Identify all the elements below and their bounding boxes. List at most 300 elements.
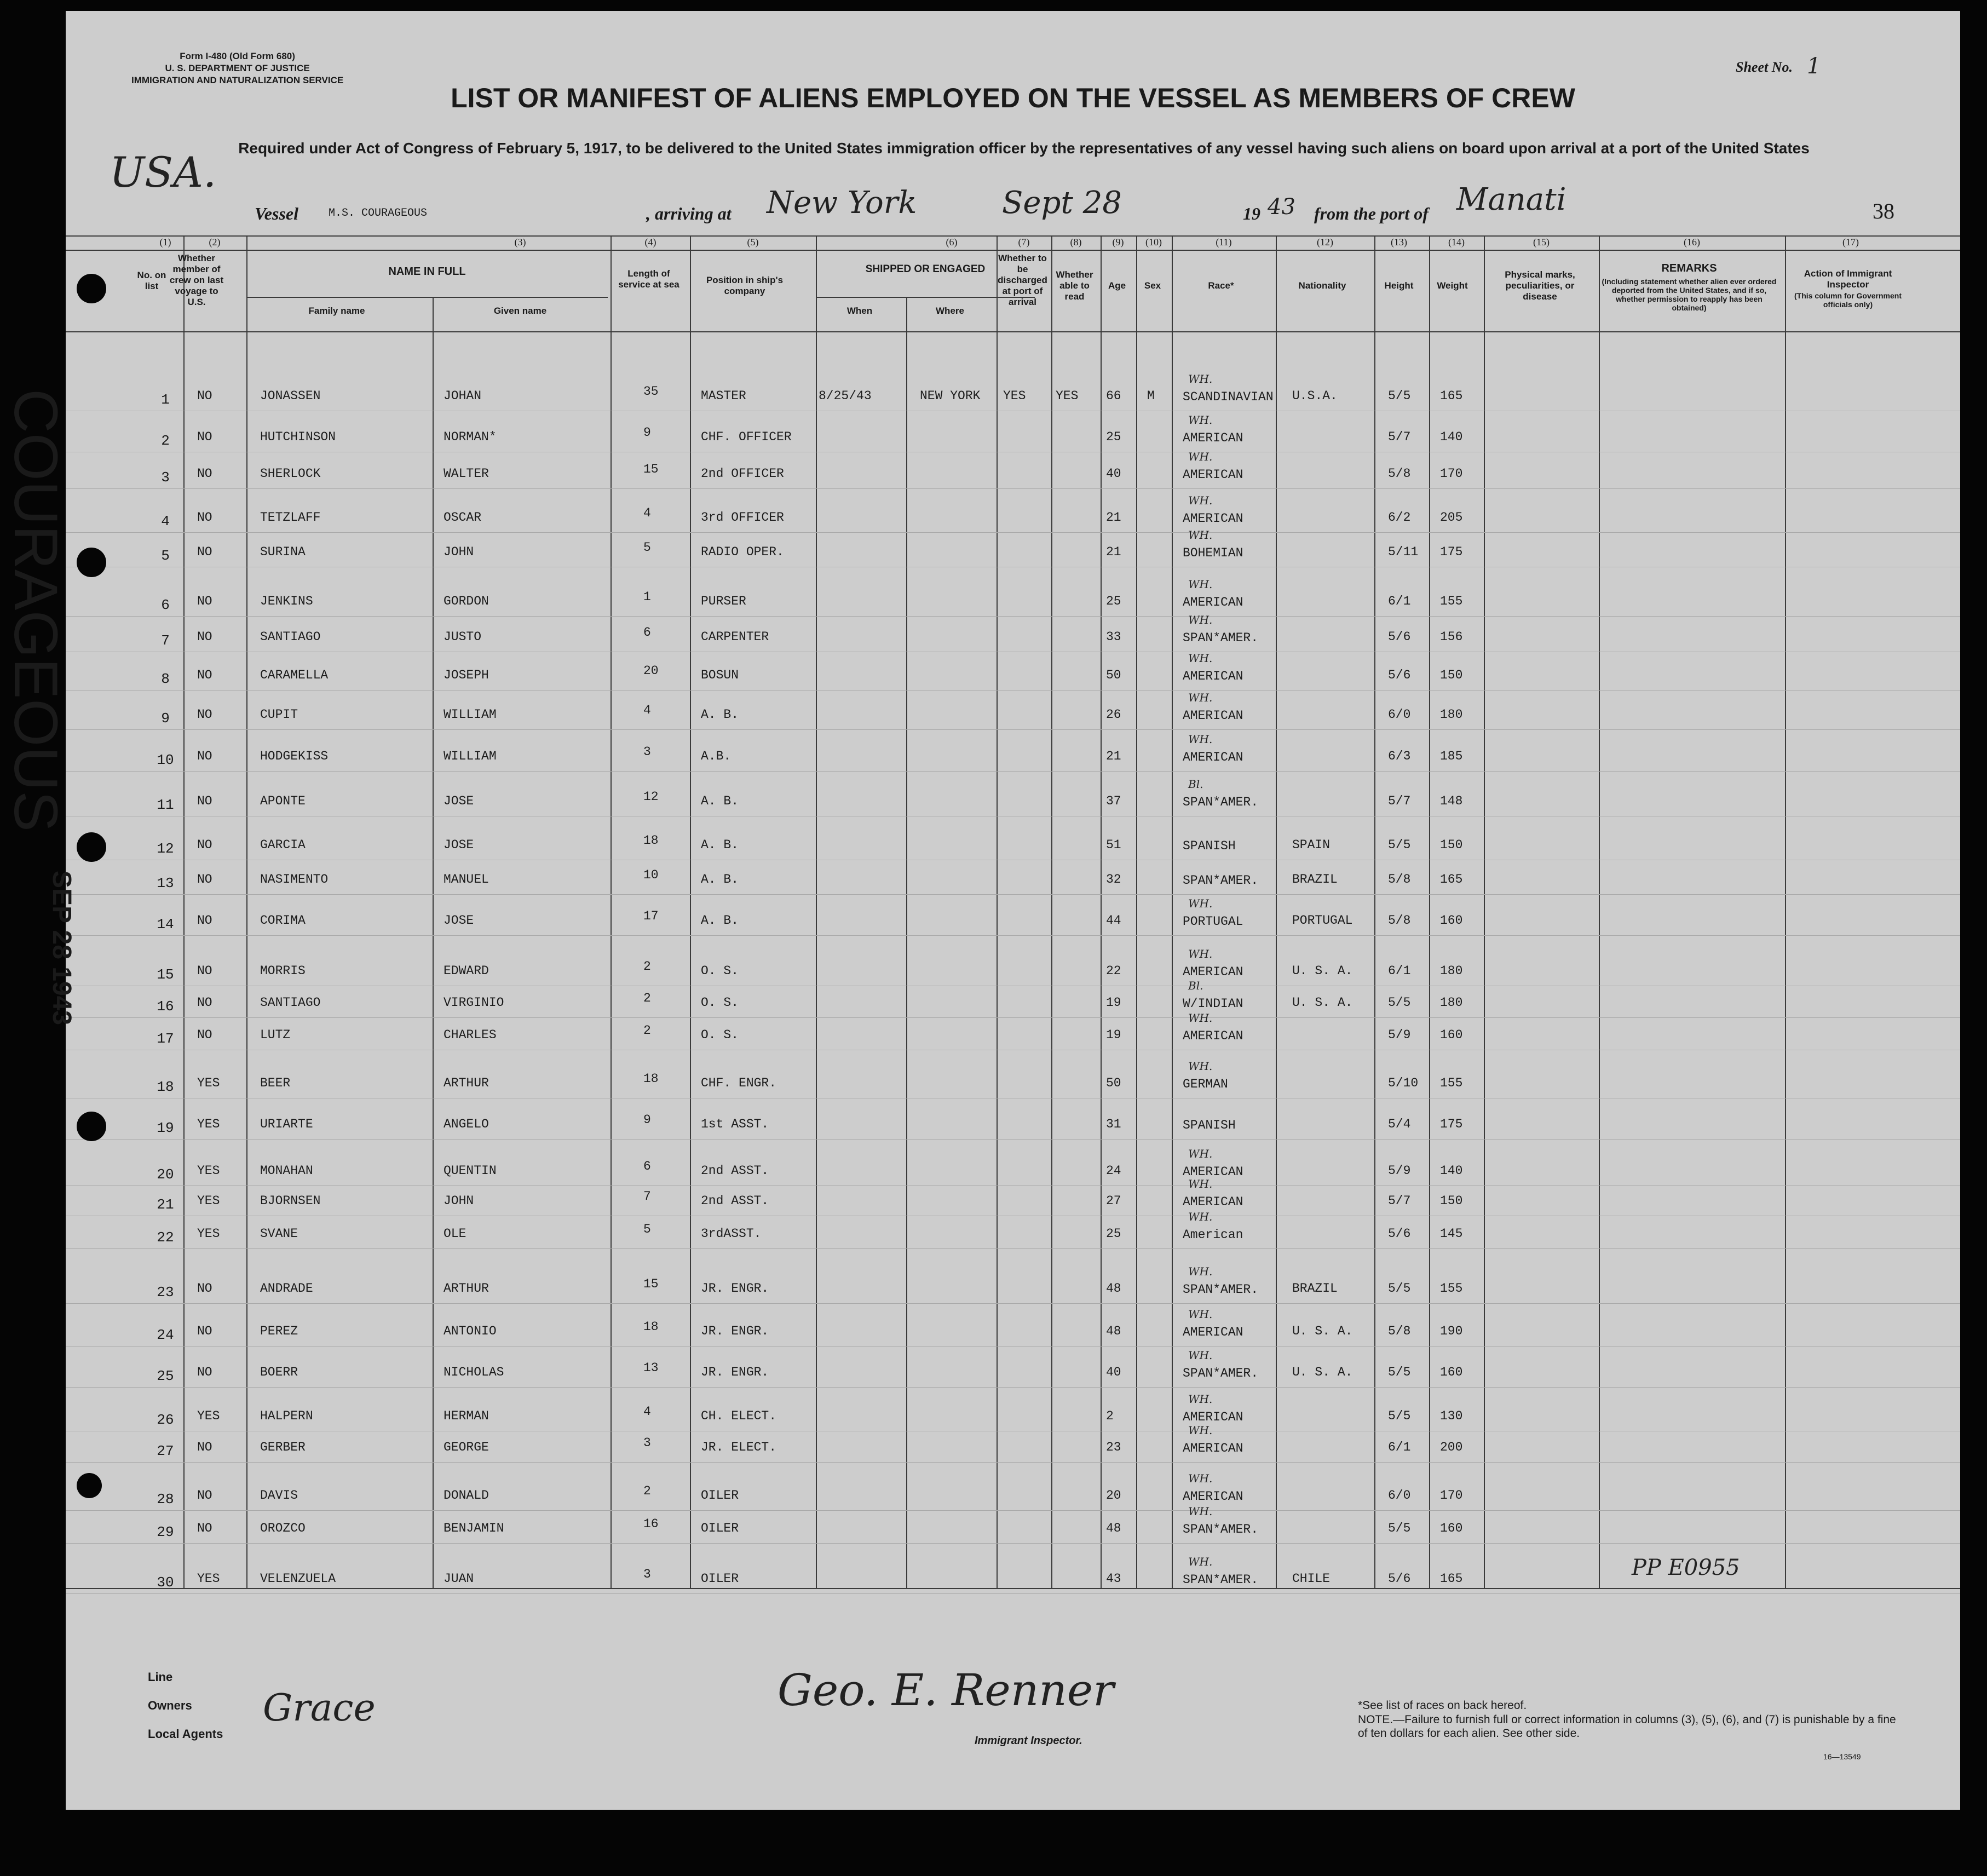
row-divider	[66, 1303, 1960, 1304]
cell-race-annotation: WH.	[1188, 1308, 1213, 1321]
cell-given-name: GEORGE	[444, 1440, 489, 1454]
cell-family-name: TETZLAFF	[260, 510, 321, 525]
col-header-height: Height	[1384, 280, 1414, 291]
row-number: 18	[157, 1079, 174, 1095]
col-header-discharge: Whether to be discharged at port of arrival	[998, 253, 1047, 307]
cell-family-name: BOERR	[260, 1365, 298, 1379]
cell-race-annotation: Bl.	[1188, 979, 1203, 992]
cell-read: YES	[1056, 389, 1079, 403]
inspector-signature: Geo. E. Renner	[777, 1665, 1114, 1716]
cell-weight: 180	[1440, 964, 1463, 978]
cell-race: W/INDIAN	[1183, 997, 1243, 1011]
cell-weight: 130	[1440, 1409, 1463, 1423]
cell-race: AMERICAN	[1183, 1029, 1243, 1043]
col-header-given-name: Given name	[493, 306, 547, 316]
column-rule	[1172, 235, 1173, 1588]
row-number: 15	[157, 966, 174, 983]
cell-weight: 190	[1440, 1324, 1463, 1338]
cell-given-name: BENJAMIN	[444, 1521, 504, 1535]
cell-family-name: JENKINS	[260, 594, 313, 608]
cell-age: 37	[1106, 794, 1121, 808]
cell-family-name: URIARTE	[260, 1117, 313, 1131]
column-rule	[246, 235, 247, 1588]
cell-family-name: LUTZ	[260, 1028, 291, 1042]
cell-age: 44	[1106, 913, 1121, 928]
header-top-rule	[66, 250, 1960, 251]
cell-weight: 160	[1440, 1521, 1463, 1535]
year-prefix: 19	[1243, 204, 1260, 223]
cell-height: 5/8	[1388, 467, 1411, 481]
cell-nationality: U. S. A.	[1292, 1365, 1353, 1379]
cell-age: 50	[1106, 1076, 1121, 1090]
row-number: 30	[157, 1574, 174, 1591]
cell-last-voyage: NO	[197, 964, 212, 978]
cell-where: NEW YORK	[920, 389, 981, 403]
cell-weight: 150	[1440, 838, 1463, 852]
cell-height: 5/6	[1388, 668, 1411, 682]
cell-weight: 156	[1440, 630, 1463, 644]
cell-service: 15	[643, 462, 659, 476]
footer-owners-label: Owners	[148, 1699, 192, 1712]
cell-service: 3	[643, 745, 651, 759]
cell-given-name: NICHOLAS	[444, 1365, 504, 1379]
cell-service: 35	[643, 384, 659, 399]
cell-given-name: ANTONIO	[444, 1324, 497, 1338]
cell-last-voyage: YES	[197, 1164, 220, 1178]
cell-last-voyage: YES	[197, 1409, 220, 1423]
cell-position: JR. ENGR.	[701, 1365, 769, 1379]
cell-weight: 170	[1440, 1488, 1463, 1503]
cell-race-annotation: WH.	[1188, 1210, 1213, 1223]
cell-last-voyage: NO	[197, 1488, 212, 1503]
cell-height: 5/6	[1388, 1572, 1411, 1586]
row-number: 1	[161, 392, 170, 408]
cell-race: SPAN*AMER.	[1183, 1282, 1259, 1297]
cell-last-voyage: NO	[197, 1028, 212, 1042]
column-rule	[1101, 235, 1102, 1588]
col-header-service: Length of service at sea	[618, 268, 679, 290]
cell-family-name: SVANE	[260, 1227, 298, 1241]
cell-race-annotation: WH.	[1188, 1349, 1213, 1362]
cell-given-name: WALTER	[444, 467, 489, 481]
column-rule	[816, 235, 817, 1588]
cell-position: 3rdASST.	[701, 1227, 762, 1241]
column-rule	[1785, 235, 1786, 1588]
row-divider	[66, 894, 1960, 895]
cell-family-name: CORIMA	[260, 913, 306, 928]
cell-position: JR. ENGR.	[701, 1281, 769, 1296]
cell-weight: 145	[1440, 1227, 1463, 1241]
cell-weight: 150	[1440, 1194, 1463, 1208]
cell-race: GERMAN	[1183, 1077, 1228, 1091]
col-header-shipped: SHIPPED OR ENGAGED	[865, 263, 986, 275]
page-number: 38	[1873, 199, 1894, 223]
cell-age: 48	[1106, 1324, 1121, 1338]
row-number: 17	[157, 1031, 174, 1047]
cell-race: AMERICAN	[1183, 1441, 1243, 1455]
cell-family-name: SURINA	[260, 545, 306, 559]
cell-race-annotation: WH.	[1188, 1147, 1213, 1160]
remarks-handwritten: PP E0955	[1632, 1555, 1740, 1580]
cell-position: A. B.	[701, 913, 739, 928]
cell-age: 48	[1106, 1521, 1121, 1535]
cell-height: 5/6	[1388, 1227, 1411, 1241]
cell-last-voyage: YES	[197, 1227, 220, 1241]
column-rule	[183, 235, 185, 1588]
cell-nationality: U. S. A.	[1292, 995, 1353, 1010]
column-number: (16)	[1684, 237, 1700, 248]
manifest-sheet	[2, 11, 1960, 1810]
footer-note-fine: NOTE.—Failure to furnish full or correct information in columns (3), (5), (6), and (7) is punishable by a fine of ten dollars for each alien. See other side.	[1358, 1713, 1896, 1740]
col-header-physical-marks: Physical marks, peculiarities, or disease	[1505, 269, 1575, 302]
cell-race: AMERICAN	[1183, 1195, 1243, 1209]
cell-family-name: BJORNSEN	[260, 1194, 321, 1208]
cell-position: A. B.	[701, 707, 739, 722]
cell-age: 21	[1106, 749, 1121, 763]
cell-height: 5/5	[1388, 1409, 1411, 1423]
cell-weight: 148	[1440, 794, 1463, 808]
column-number: (3)	[514, 237, 526, 248]
row-number: 27	[157, 1443, 174, 1459]
cell-family-name: HODGEKISS	[260, 749, 329, 763]
cell-last-voyage: NO	[197, 1365, 212, 1379]
row-number: 5	[161, 548, 170, 564]
cell-race: AMERICAN	[1183, 1325, 1243, 1339]
cell-service: 15	[643, 1277, 659, 1291]
column-number: (7)	[1018, 237, 1030, 248]
cell-height: 5/4	[1388, 1117, 1411, 1131]
cell-last-voyage: NO	[197, 1440, 212, 1454]
cell-age: 48	[1106, 1281, 1121, 1296]
cell-position: 2nd OFFICER	[701, 467, 784, 481]
cell-given-name: JUAN	[444, 1572, 474, 1586]
cell-sex: M	[1147, 389, 1155, 403]
cell-height: 6/2	[1388, 510, 1411, 525]
cell-height: 5/7	[1388, 430, 1411, 444]
cell-position: A. B.	[701, 794, 739, 808]
cell-given-name: JOHN	[444, 1194, 474, 1208]
cell-age: 23	[1106, 1440, 1121, 1454]
column-number: (14)	[1448, 237, 1465, 248]
cell-race-annotation: WH.	[1188, 494, 1213, 507]
cell-given-name: JOHN	[444, 545, 474, 559]
cell-given-name: JOHAN	[444, 389, 482, 403]
cell-service: 2	[643, 1484, 651, 1498]
cell-age: 24	[1106, 1164, 1121, 1178]
cell-family-name: CUPIT	[260, 707, 298, 722]
row-divider	[66, 1543, 1960, 1544]
cell-height: 5/8	[1388, 913, 1411, 928]
row-number: 24	[157, 1327, 174, 1343]
footer-agents-value: Grace	[263, 1687, 376, 1730]
cell-last-voyage: NO	[197, 545, 212, 559]
cell-weight: 160	[1440, 1365, 1463, 1379]
cell-age: 40	[1106, 467, 1121, 481]
cell-height: 5/11	[1388, 545, 1419, 559]
col-header-remarks-note: (Including statement whether alien ever ordered deported from the United States, and if so, whether permission to reapply has been obtained)	[1602, 277, 1777, 312]
cell-nationality: U. S. A.	[1292, 964, 1353, 978]
cell-position: CARPENTER	[701, 630, 769, 644]
col-header-family-name: Family name	[308, 306, 365, 316]
cell-race: PORTUGAL	[1183, 914, 1243, 929]
cell-height: 6/1	[1388, 594, 1411, 608]
cell-family-name: MONAHAN	[260, 1164, 313, 1178]
cell-race-annotation: WH.	[1188, 450, 1213, 463]
cell-last-voyage: NO	[197, 1324, 212, 1338]
cell-given-name: GORDON	[444, 594, 489, 608]
row-number: 7	[161, 632, 170, 649]
column-number: (17)	[1842, 237, 1859, 248]
binder-hole	[77, 832, 106, 862]
cell-height: 6/0	[1388, 707, 1411, 722]
cell-given-name: OLE	[444, 1227, 466, 1241]
cell-last-voyage: YES	[197, 1572, 220, 1586]
cell-weight: 200	[1440, 1440, 1463, 1454]
cell-age: 33	[1106, 630, 1121, 644]
cell-height: 5/7	[1388, 794, 1411, 808]
from-port: Manati	[1456, 182, 1566, 217]
cell-service: 13	[643, 1361, 659, 1375]
cell-race: SCANDINAVIAN	[1183, 390, 1274, 404]
cell-age: 51	[1106, 838, 1121, 852]
cell-age: 22	[1106, 964, 1121, 978]
col-header-where: Where	[936, 306, 964, 316]
cell-race: AMERICAN	[1183, 1489, 1243, 1504]
column-rule	[906, 297, 907, 1588]
column-rule	[611, 235, 612, 1588]
col-header-sex: Sex	[1144, 280, 1161, 291]
year-value: 43	[1268, 194, 1295, 220]
cell-family-name: HALPERN	[260, 1409, 313, 1423]
cell-family-name: SHERLOCK	[260, 467, 321, 481]
cell-race: AMERICAN	[1183, 709, 1243, 723]
cell-family-name: SANTIAGO	[260, 995, 321, 1010]
cell-height: 5/5	[1388, 389, 1411, 403]
cell-position: 2nd ASST.	[701, 1164, 769, 1178]
cell-race-annotation: WH.	[1188, 733, 1213, 746]
cell-nationality: U. S. A.	[1292, 1324, 1353, 1338]
cell-last-voyage: NO	[197, 913, 212, 928]
arrival-date: Sept 28	[1002, 185, 1122, 221]
cell-height: 6/1	[1388, 964, 1411, 978]
footer-line-label: Line	[148, 1670, 173, 1684]
cell-position: CH. ELECT.	[701, 1409, 777, 1423]
cell-family-name: BEER	[260, 1076, 291, 1090]
row-number: 4	[161, 513, 170, 530]
cell-weight: 175	[1440, 1117, 1463, 1131]
cell-family-name: OROZCO	[260, 1521, 306, 1535]
cell-family-name: HUTCHINSON	[260, 430, 336, 444]
cell-age: 20	[1106, 1488, 1121, 1503]
column-number: (8)	[1070, 237, 1082, 248]
row-number: 22	[157, 1229, 174, 1246]
row-number: 10	[157, 752, 174, 768]
cell-race: SPAN*AMER.	[1183, 1366, 1259, 1380]
cell-age: 32	[1106, 872, 1121, 887]
cell-race-annotation: WH.	[1188, 1424, 1213, 1437]
from-port-label: from the port of	[1314, 204, 1429, 223]
cell-race-annotation: Bl.	[1188, 778, 1203, 791]
cell-service: 18	[643, 1072, 659, 1086]
binder-hole	[77, 1112, 106, 1141]
cell-service: 18	[643, 833, 659, 848]
row-divider	[66, 1248, 1960, 1249]
column-number: (15)	[1533, 237, 1550, 248]
column-number: (10)	[1145, 237, 1162, 248]
row-number: 29	[157, 1524, 174, 1540]
cell-weight: 150	[1440, 668, 1463, 682]
column-number: (11)	[1216, 237, 1232, 248]
cell-race: AMERICAN	[1183, 965, 1243, 979]
col-header-no: No. on list	[137, 270, 166, 291]
cell-weight: 165	[1440, 389, 1463, 403]
cell-age: 19	[1106, 995, 1121, 1010]
cell-height: 5/5	[1388, 838, 1411, 852]
cell-last-voyage: NO	[197, 838, 212, 852]
cell-given-name: JOSE	[444, 794, 474, 808]
row-number: 26	[157, 1412, 174, 1428]
cell-height: 5/10	[1388, 1076, 1419, 1090]
arriving-label: , arriving at	[646, 204, 732, 223]
stamp-date: SEP 28 1943	[47, 871, 76, 1026]
cell-height: 6/0	[1388, 1488, 1411, 1503]
cell-race: AMERICAN	[1183, 511, 1243, 526]
cell-weight: 175	[1440, 545, 1463, 559]
row-divider	[66, 1139, 1960, 1140]
row-divider	[66, 488, 1960, 489]
row-divider	[66, 771, 1960, 772]
header-bottom-rule	[66, 331, 1960, 332]
cell-service: 2	[643, 1023, 651, 1038]
page-subtitle: Required under Act of Congress of February 5, 1917, to be delivered to the United States immigration officer by the representatives of any vessel having such aliens on board upon arrival at a port of the United States	[238, 140, 1810, 157]
cell-weight: 155	[1440, 594, 1463, 608]
footer-print-code: 16—13549	[1823, 1752, 1861, 1761]
column-rule	[690, 235, 691, 1588]
cell-given-name: JOSEPH	[444, 668, 489, 682]
cell-family-name: DAVIS	[260, 1488, 298, 1503]
cell-given-name: ANGELO	[444, 1117, 489, 1131]
cell-race: SPAN*AMER.	[1183, 873, 1259, 888]
cell-service: 1	[643, 590, 651, 604]
cell-age: 19	[1106, 1028, 1121, 1042]
cell-race: SPAN*AMER.	[1183, 631, 1259, 645]
cell-height: 5/6	[1388, 630, 1411, 644]
sheet-number-label: Sheet No.	[1736, 59, 1793, 75]
cell-family-name: GERBER	[260, 1440, 306, 1454]
cell-height: 5/8	[1388, 1324, 1411, 1338]
cell-family-name: MORRIS	[260, 964, 306, 978]
cell-race-annotation: WH.	[1188, 1060, 1213, 1073]
column-number: (4)	[644, 237, 656, 248]
cell-weight: 180	[1440, 707, 1463, 722]
row-number: 21	[157, 1196, 174, 1213]
row-divider	[66, 1017, 1960, 1018]
col-header-read: Whether able to read	[1056, 269, 1093, 302]
cell-last-voyage: NO	[197, 1521, 212, 1535]
row-divider	[66, 532, 1960, 533]
cell-service: 3	[643, 1436, 651, 1450]
cell-position: 2nd ASST.	[701, 1194, 769, 1208]
cell-position: RADIO OPER.	[701, 545, 784, 559]
cell-height: 5/9	[1388, 1164, 1411, 1178]
cell-service: 2	[643, 991, 651, 1005]
sheet-number-value: 1	[1807, 54, 1821, 79]
row-number: 20	[157, 1166, 174, 1183]
cell-given-name: WILLIAM	[444, 707, 497, 722]
cell-race: SPANISH	[1183, 839, 1236, 853]
cell-age: 43	[1106, 1572, 1121, 1586]
cell-last-voyage: NO	[197, 1281, 212, 1296]
col-header-name: NAME IN FULL	[388, 266, 466, 278]
cell-given-name: JOSE	[444, 913, 474, 928]
cell-height: 5/8	[1388, 872, 1411, 887]
column-rule	[1276, 235, 1277, 1588]
cell-service: 4	[643, 506, 651, 520]
cell-race: SPANISH	[1183, 1118, 1236, 1132]
cell-position: A.B.	[701, 749, 732, 763]
cell-service: 4	[643, 703, 651, 717]
cell-age: 31	[1106, 1117, 1121, 1131]
column-rule	[433, 297, 434, 1588]
cell-family-name: VELENZUELA	[260, 1572, 336, 1586]
cell-given-name: DONALD	[444, 1488, 489, 1503]
column-number: (5)	[747, 237, 759, 248]
cell-age: 25	[1106, 1227, 1121, 1241]
footer-agents-label: Local Agents	[148, 1727, 223, 1741]
cell-weight: 205	[1440, 510, 1463, 525]
cell-service: 3	[643, 1567, 651, 1581]
cell-last-voyage: YES	[197, 1117, 220, 1131]
cell-race-annotation: WH.	[1188, 613, 1213, 626]
cell-given-name: CHARLES	[444, 1028, 497, 1042]
column-rule	[1599, 235, 1600, 1588]
col-header-last-voyage: Whether member of crew on last voyage to U.S.	[169, 253, 224, 307]
column-number: (1)	[159, 237, 171, 248]
cell-position: O. S.	[701, 995, 739, 1010]
cell-height: 5/9	[1388, 1028, 1411, 1042]
col-header-action: Action of Immigrant Inspector	[1804, 268, 1892, 290]
cell-family-name: PEREZ	[260, 1324, 298, 1338]
cell-given-name: HERMAN	[444, 1409, 489, 1423]
row-number: 13	[157, 875, 174, 891]
cell-last-voyage: NO	[197, 389, 212, 403]
cell-service: 16	[643, 1517, 659, 1531]
column-rule	[1429, 235, 1430, 1588]
cell-given-name: EDWARD	[444, 964, 489, 978]
cell-race: AMERICAN	[1183, 669, 1243, 683]
cell-height: 5/7	[1388, 1194, 1411, 1208]
cell-race-annotation: WH.	[1188, 1265, 1213, 1278]
cell-service: 20	[643, 664, 659, 678]
binder-hole	[77, 548, 106, 577]
cell-last-voyage: NO	[197, 707, 212, 722]
cell-height: 5/5	[1388, 1521, 1411, 1535]
cell-race: AMERICAN	[1183, 1410, 1243, 1424]
cell-race: AMERICAN	[1183, 431, 1243, 445]
binder-hole	[77, 274, 106, 303]
cell-last-voyage: NO	[197, 668, 212, 682]
cell-service: 17	[643, 909, 659, 923]
cell-last-voyage: NO	[197, 467, 212, 481]
row-number: 23	[157, 1284, 174, 1300]
column-rule	[1374, 235, 1375, 1588]
cell-nationality: CHILE	[1292, 1572, 1331, 1586]
cell-weight: 180	[1440, 995, 1463, 1010]
cell-given-name: MANUEL	[444, 872, 489, 887]
cell-weight: 165	[1440, 872, 1463, 887]
cell-race-annotation: WH.	[1188, 1177, 1213, 1190]
column-rule	[997, 235, 998, 1588]
